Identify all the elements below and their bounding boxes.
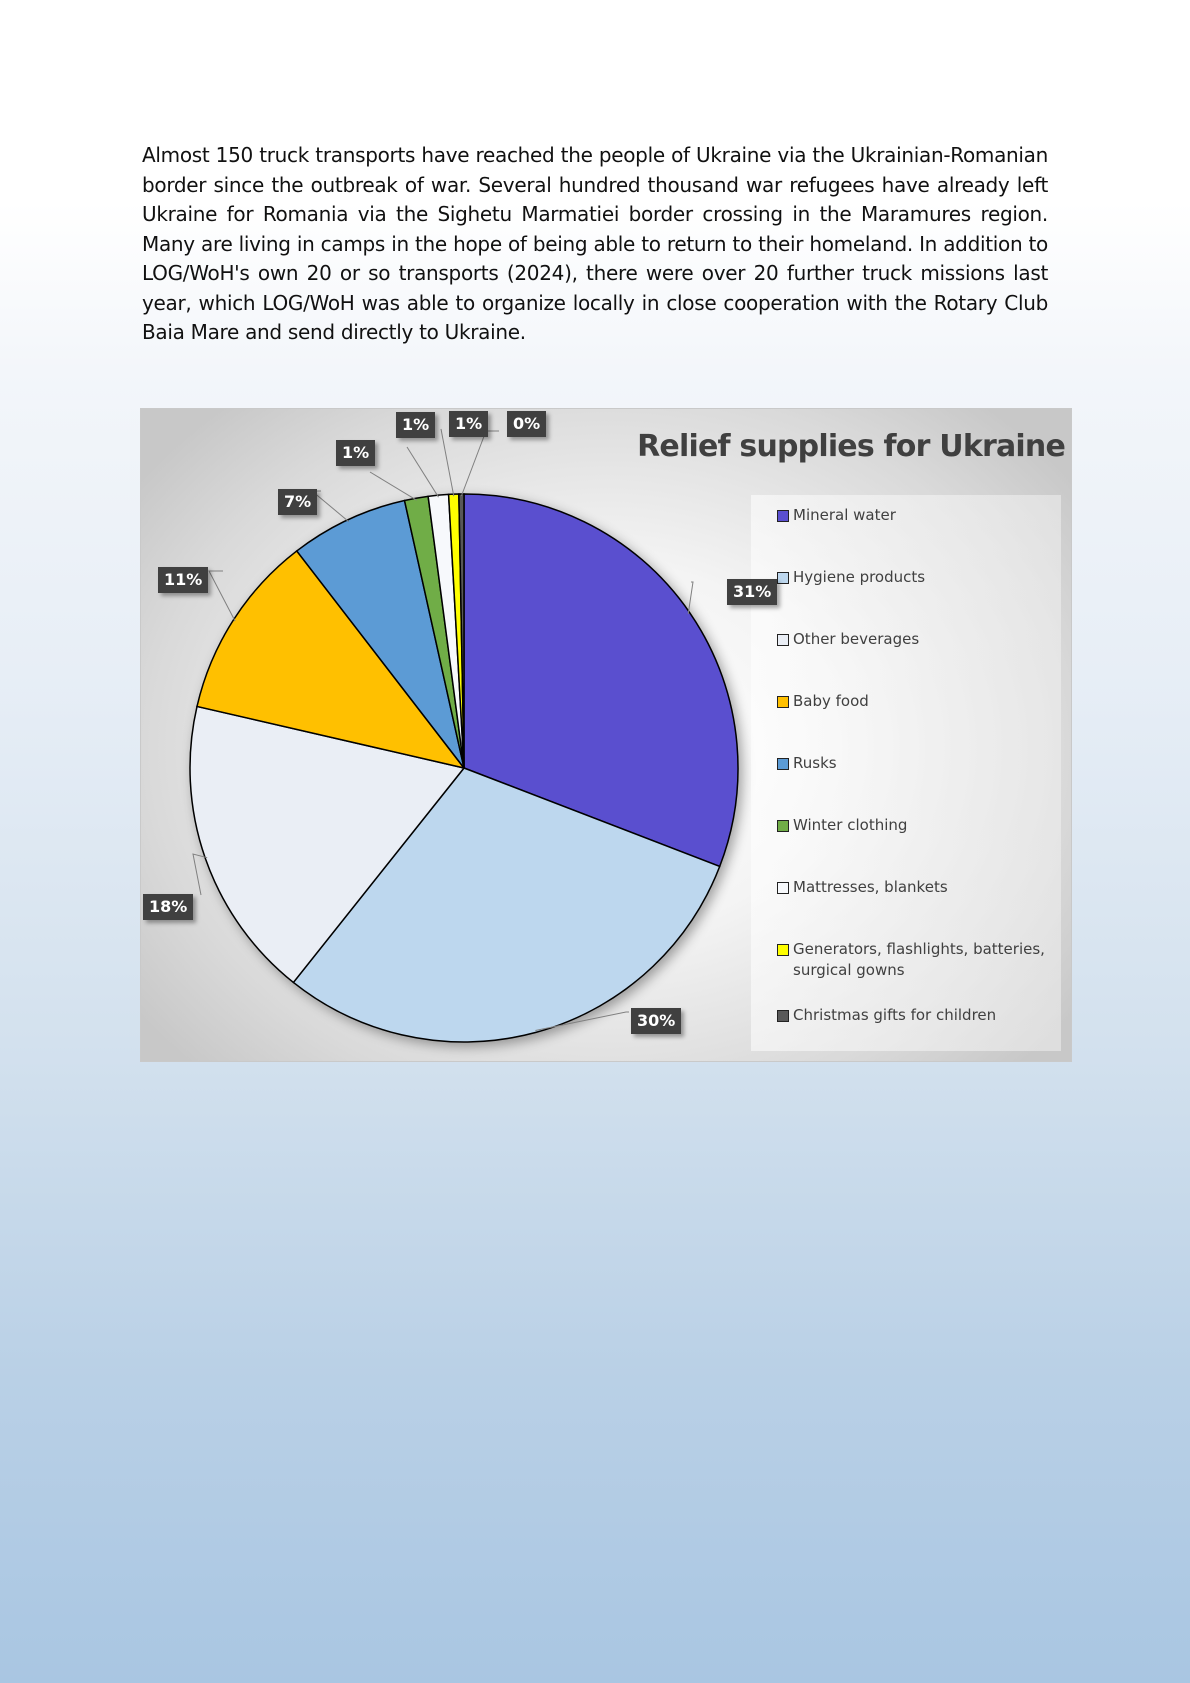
leader-line-4 [209, 571, 235, 621]
data-label-7: 1% [396, 412, 435, 438]
leader-line-8 [441, 429, 454, 496]
data-label-3: 18% [143, 894, 193, 920]
data-label-2: 30% [631, 1008, 681, 1034]
data-label-4: 11% [158, 567, 208, 593]
leader-line-6 [370, 472, 417, 500]
legend-swatch [777, 696, 789, 708]
data-label-1: 31% [727, 579, 777, 605]
legend-item [777, 939, 1047, 981]
legend-item [777, 629, 1047, 650]
legend-label: Winter clothing [793, 816, 908, 834]
chart-legend [751, 495, 1061, 1051]
leader-line-3 [193, 854, 207, 895]
legend-label: Rusks [793, 754, 837, 772]
legend-label: Generators, flashlights, batteries, surgical gowns [793, 940, 1045, 979]
legend-item [777, 877, 1047, 898]
intro-paragraph: Almost 150 truck transports have reached the people of Ukraine via the Ukrainian-Romanian border since the outbreak of war. Several hundred thousand war refugees have already left Ukraine for Romania via the Sighetu Marmatiei border crossing in the Maramures region. Many are living in camps in the hope of being able to return to their homeland. In addition to LOG/WoH's own 20 or so transports (2024), there were over 20 further truck missions last year, which LOG/WoH was able to organize locally in close cooperation with the Rotary Club Baia Mare and send directly to Ukraine. [142, 143, 1048, 344]
legend-item [777, 1005, 1047, 1026]
legend-item [777, 567, 1047, 588]
data-label-9: 0% [507, 411, 546, 437]
legend-swatch [777, 820, 789, 832]
data-label-5: 7% [278, 489, 317, 515]
leader-line-1 [688, 582, 693, 614]
pie-chart [140, 408, 1072, 1062]
legend-item [777, 505, 1047, 526]
legend-swatch [777, 510, 789, 522]
leader-line-5 [312, 491, 349, 522]
legend-label: Baby food [793, 692, 869, 710]
legend-item [777, 691, 1047, 712]
legend-swatch [777, 758, 789, 770]
chart-title: Relief supplies for Ukraine [637, 429, 1065, 464]
leader-line-7 [407, 447, 439, 497]
legend-label: Christmas gifts for children [793, 1006, 997, 1024]
legend-swatch [777, 634, 789, 646]
data-label-6: 1% [336, 440, 375, 466]
legend-label: Mattresses, blankets [793, 878, 948, 896]
legend-swatch [777, 944, 789, 956]
legend-item [777, 753, 1047, 774]
legend-item [777, 815, 1047, 836]
legend-label: Mineral water [793, 506, 896, 524]
leader-line-9 [461, 431, 499, 496]
legend-swatch [777, 1010, 789, 1022]
legend-swatch [777, 572, 789, 584]
data-label-8: 1% [449, 411, 488, 437]
legend-label: Other beverages [793, 630, 920, 648]
legend-label: Hygiene products [793, 568, 926, 586]
legend-swatch [777, 882, 789, 894]
